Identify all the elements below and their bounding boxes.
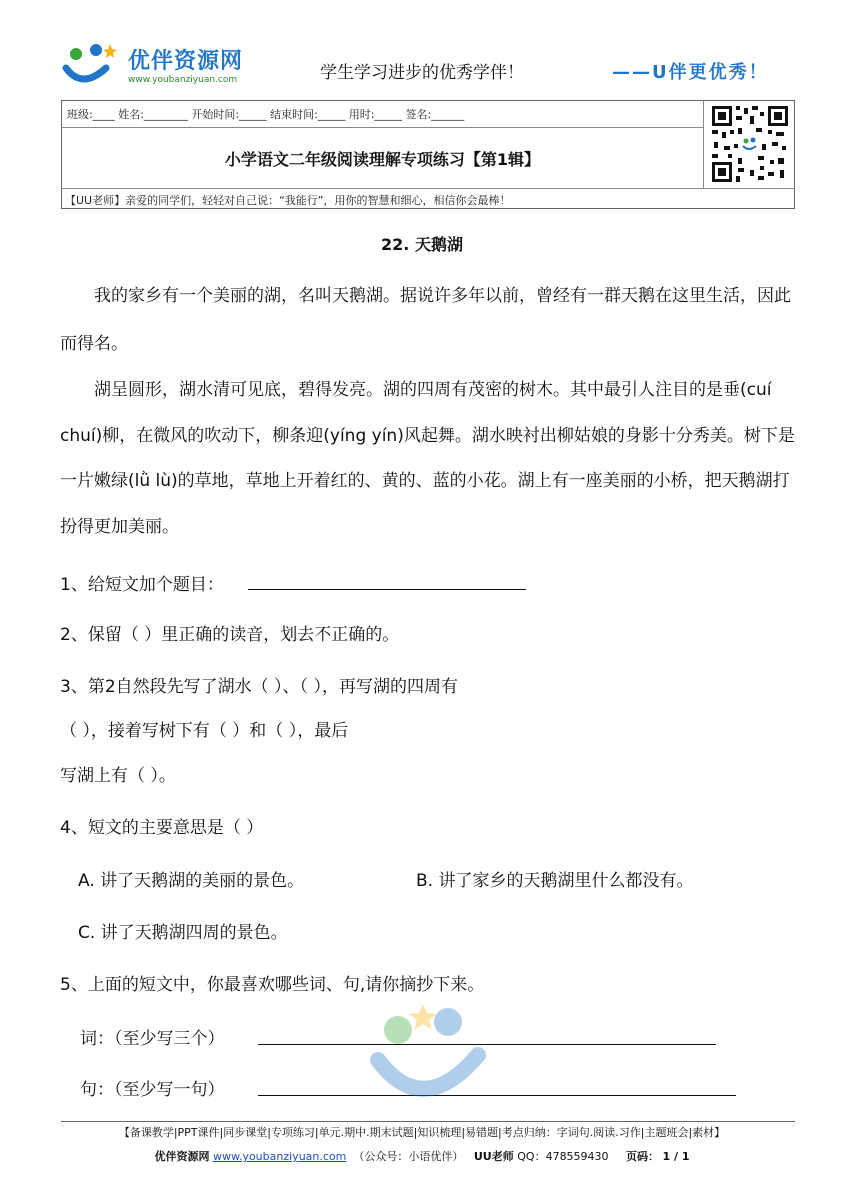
logo-url[interactable]: www.youbanziyuan.com bbox=[128, 75, 238, 85]
footer-page-label: 页码： bbox=[626, 1150, 660, 1163]
question-3-line-1: 3、第2自然段先写了湖水（ ）、（ ），再写湖的四周有 bbox=[60, 677, 458, 697]
worksheet-title: 小学语文二年级阅读理解专项练习【第1辑】 bbox=[224, 150, 541, 169]
footer-url-link[interactable]: www.youbanziyuan.com bbox=[212, 1150, 347, 1163]
question-3-line-2: （ ），接着写树下有（ ）和（ ），最后 bbox=[60, 721, 349, 741]
footer-info bbox=[0, 1148, 844, 1164]
answer-label-sentence: 句：（至少写一句） bbox=[80, 1080, 225, 1100]
question-1: 1、给短文加个题目： bbox=[60, 575, 224, 595]
header-slogan: 学生学习进步的优秀学伴！ bbox=[320, 63, 524, 83]
question-5: 5、上面的短文中，你最喜欢哪些词、句,请你摘抄下来。 bbox=[60, 975, 485, 995]
passage-title: 22. 天鹅湖 bbox=[381, 235, 463, 254]
divider bbox=[703, 100, 704, 189]
footer-site-name: 优伴资源网 bbox=[154, 1150, 210, 1163]
header-slogan-right: ——U伴更优秀！ bbox=[612, 62, 769, 83]
answer-line-title[interactable] bbox=[248, 589, 526, 590]
passage-paragraph-1: 我的家乡有一个美丽的湖，名叫天鹅湖。据说许多年以前，曾经有一群天鹅在这里生活，因此而得名。 bbox=[60, 286, 791, 354]
teacher-tip: 【UU老师】亲爱的同学们，轻轻对自己说：“我能行”，用你的智慧和细心，相信你会最棒！ bbox=[65, 194, 511, 207]
footer-wechat: （公众号：小语优伴） bbox=[353, 1150, 464, 1163]
divider bbox=[61, 188, 795, 189]
logo-text: 优伴资源网 bbox=[128, 49, 244, 74]
footer-qq: QQ：478559430 bbox=[517, 1150, 609, 1163]
question-2: 2、保留（ ）里正确的读音，划去不正确的。 bbox=[60, 625, 400, 645]
question-3-line-3: 写湖上有（ ）。 bbox=[60, 766, 176, 786]
qr-code-icon bbox=[710, 104, 790, 184]
footer-categories: 【备课教学|PPT课件|同步课堂|专项练习|单元.期中.期末试题|知识梳理|易错题|考点归纳：字词句.阅读.习作|主题班会|素材】 bbox=[118, 1126, 726, 1139]
option-c[interactable]: C. 讲了天鹅湖四周的景色。 bbox=[78, 923, 288, 943]
student-info-fields: 班级:____ 姓名:________ 开始时间:_____ 结束时间:_____ 用时:_____ 签名:______ bbox=[67, 108, 465, 121]
passage-paragraph-2: 湖呈圆形，湖水清可见底，碧得发亮。湖的四周有茂密的树木。其中最引人注目的是垂(cuí chuí)柳，在微风的吹动下，柳条迎(yíng yín)风起舞。湖水映衬出柳姑娘的身影十分秀美。树下是一片嫩绿(lǜ lù)的草地，草地上开着红的、黄的、蓝的小花。湖上有一座美丽的小桥，把天鹅湖打扮得更加美丽。 bbox=[60, 380, 795, 537]
answer-label-words: 词：（至少写三个） bbox=[80, 1029, 225, 1049]
logo-icon bbox=[62, 40, 122, 92]
option-b[interactable]: B. 讲了家乡的天鹅湖里什么都没有。 bbox=[416, 871, 694, 891]
question-4: 4、短文的主要意思是（ ） bbox=[60, 818, 264, 838]
footer-divider bbox=[61, 1121, 795, 1122]
footer-teacher: UU老师 bbox=[473, 1150, 514, 1163]
watermark-logo-icon bbox=[368, 1000, 498, 1120]
option-a[interactable]: A. 讲了天鹅湖的美丽的景色。 bbox=[78, 871, 305, 891]
footer-page-number: 1 / 1 bbox=[662, 1150, 690, 1163]
divider bbox=[61, 127, 704, 128]
